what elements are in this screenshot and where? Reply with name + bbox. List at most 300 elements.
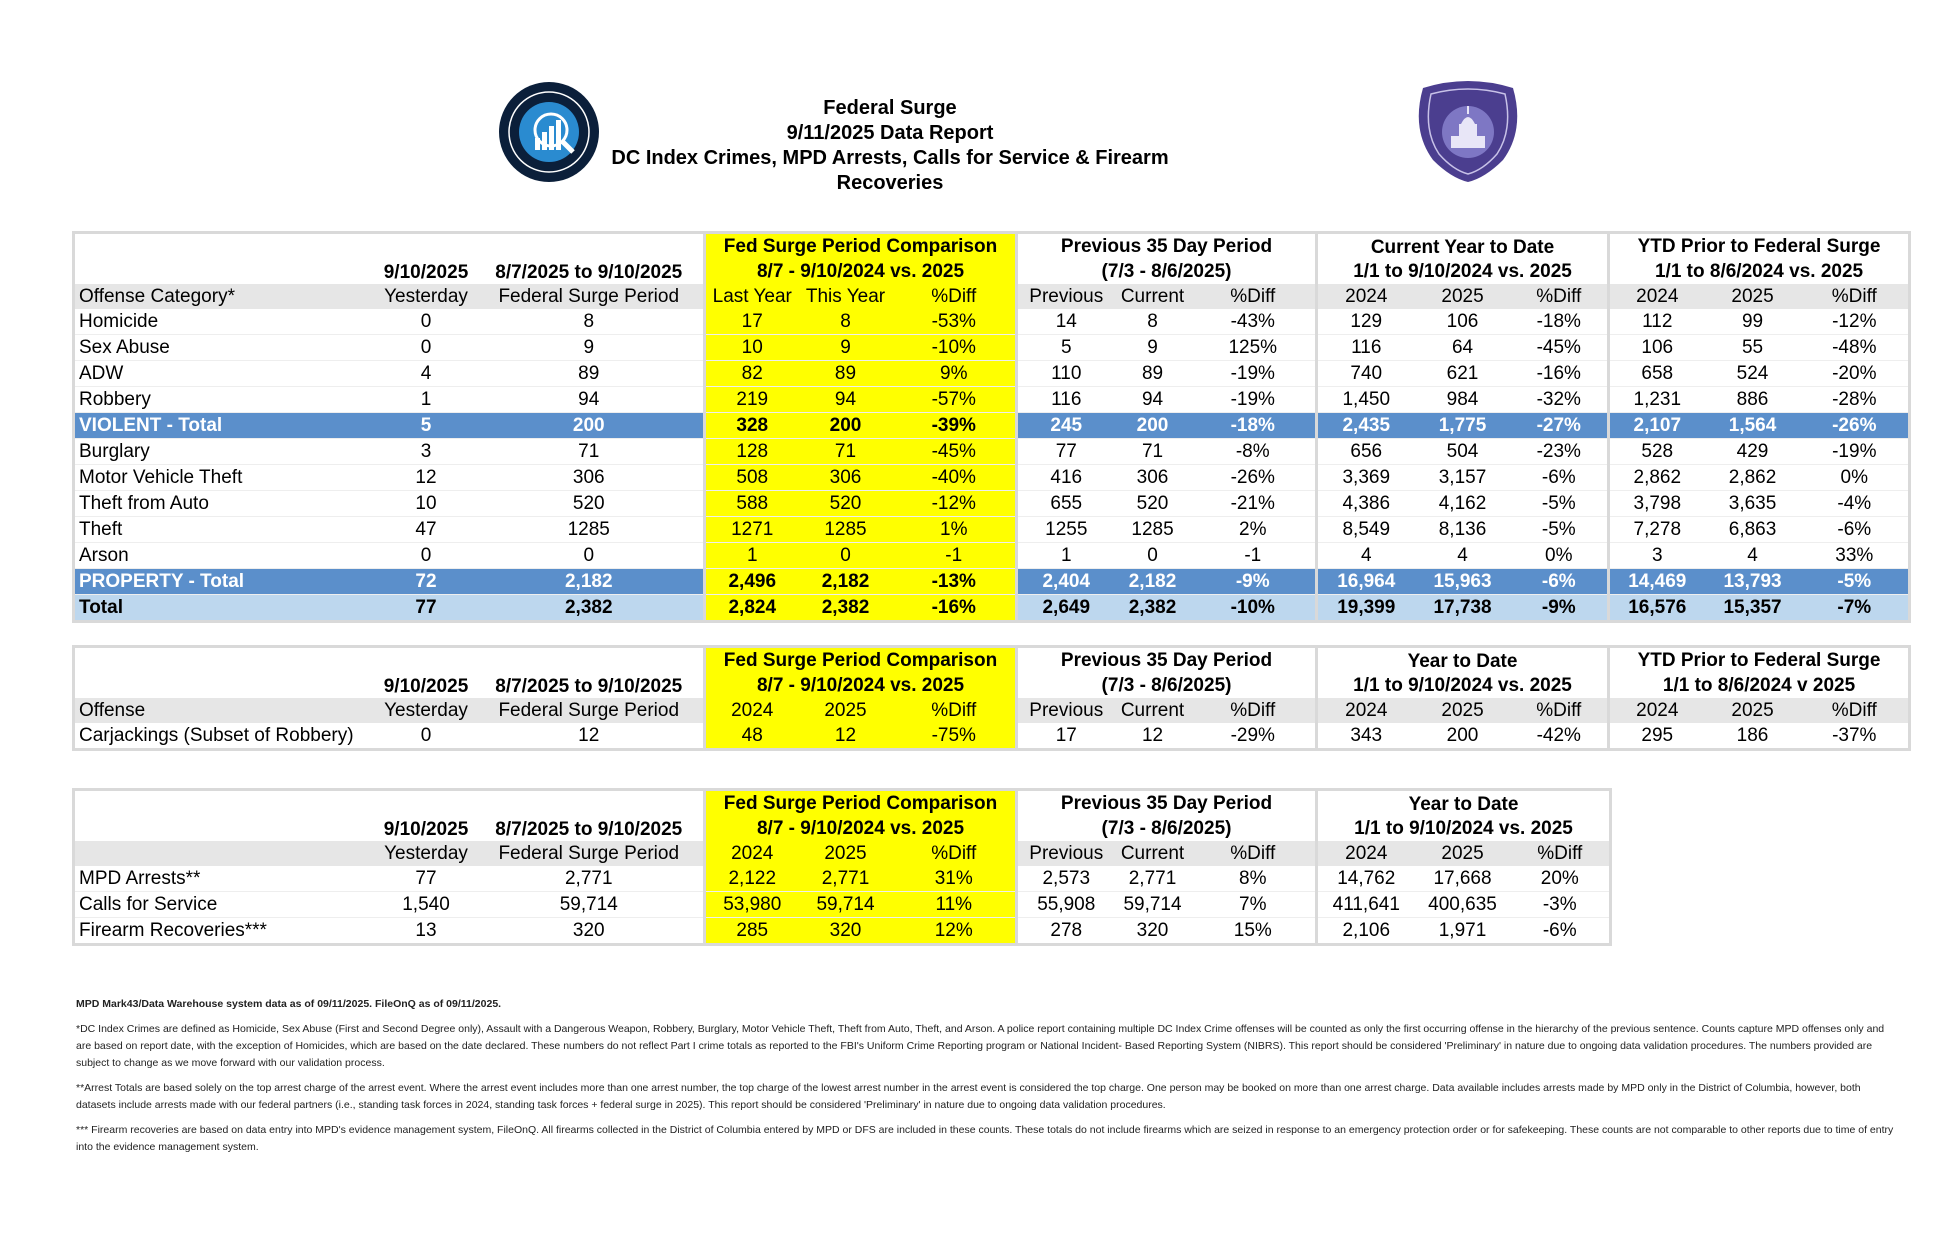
table-cell: 1255: [1017, 517, 1115, 543]
title-line-2: 9/11/2025 Data Report: [786, 122, 994, 144]
column-header: 2025: [1415, 284, 1511, 309]
table-row: [74, 491, 1910, 517]
table-cell: -27%: [1511, 413, 1609, 439]
column-header: [74, 841, 378, 866]
column-header: %Diff: [893, 284, 1017, 309]
column-header: %Diff: [1801, 284, 1910, 309]
analytical-services-logo: [497, 80, 601, 184]
table-cell: 12: [1115, 723, 1191, 750]
table-cell: 59,714: [475, 892, 705, 918]
column-header: 2024: [705, 698, 799, 723]
table-cell: 320: [1115, 918, 1191, 945]
table-cell: 1,775: [1415, 413, 1511, 439]
table-cell: 9: [1115, 335, 1191, 361]
table-cell: 77: [378, 866, 475, 892]
surge-range-header: 8/7/2025 to 9/10/2025: [495, 819, 683, 840]
table-row: [74, 595, 1910, 622]
table-cell: 77: [1017, 439, 1115, 465]
table-cell: 2,771: [475, 866, 705, 892]
table-cell: -6%: [1511, 465, 1609, 491]
surge-range-header: 8/7/2025 to 9/10/2025: [495, 676, 683, 697]
table-cell: 82: [705, 361, 799, 387]
table-cell: 77: [378, 595, 475, 622]
table-row: [74, 361, 1910, 387]
table-cell: -26%: [1191, 465, 1317, 491]
table-cell: -21%: [1191, 491, 1317, 517]
table-cell: 2,182: [1115, 569, 1191, 595]
column-header: %Diff: [1191, 698, 1317, 723]
row-label: Theft: [74, 517, 378, 543]
column-header: 2025: [799, 841, 893, 866]
table-cell: 2,122: [705, 866, 799, 892]
table-cell: 4: [1415, 543, 1511, 569]
ytd-header-line2: 1/1 to 9/10/2024 vs. 2025: [1317, 673, 1609, 698]
table-cell: 504: [1415, 439, 1511, 465]
table-cell: 0%: [1801, 465, 1910, 491]
column-header: %Diff: [1191, 841, 1317, 866]
table-cell: 200: [475, 413, 705, 439]
table-cell: 1: [705, 543, 799, 569]
table-cell: 328: [705, 413, 799, 439]
table-cell: -43%: [1191, 309, 1317, 335]
table-cell: -8%: [1191, 439, 1317, 465]
table-cell: 1: [1017, 543, 1115, 569]
row-label: Theft from Auto: [74, 491, 378, 517]
table-cell: -40%: [893, 465, 1017, 491]
table-cell: 11%: [893, 892, 1017, 918]
table-cell: 12%: [893, 918, 1017, 945]
table-cell: 2,382: [799, 595, 893, 622]
table-cell: 17,738: [1415, 595, 1511, 622]
table-cell: 3,635: [1705, 491, 1801, 517]
table-cell: 400,635: [1415, 892, 1511, 918]
fed-surge-header-line1: Fed Surge Period Comparison: [705, 233, 1017, 260]
table-cell: 8,549: [1317, 517, 1415, 543]
table-cell: 285: [705, 918, 799, 945]
table-cell: 2,649: [1017, 595, 1115, 622]
column-header: 2025: [799, 698, 893, 723]
ytd-prior-header-line1: YTD Prior to Federal Surge: [1609, 233, 1910, 260]
table-cell: 5: [1017, 335, 1115, 361]
table-cell: 343: [1317, 723, 1415, 750]
table-cell: 128: [705, 439, 799, 465]
table-cell: -39%: [893, 413, 1017, 439]
table-cell: 6,863: [1705, 517, 1801, 543]
table-cell: 94: [799, 387, 893, 413]
table-cell: 14,469: [1609, 569, 1705, 595]
ytd-header-line1: Year to Date: [1317, 647, 1609, 674]
table-cell: 71: [1115, 439, 1191, 465]
table-cell: 4: [1317, 543, 1415, 569]
table-cell: 1,450: [1317, 387, 1415, 413]
carjackings-table: [72, 645, 1911, 751]
table-cell: 658: [1609, 361, 1705, 387]
table-cell: 3,369: [1317, 465, 1415, 491]
table-cell: 17: [705, 309, 799, 335]
table-cell: -16%: [1511, 361, 1609, 387]
group-header-row-2: [74, 259, 1910, 284]
table-cell: 94: [475, 387, 705, 413]
table-cell: 4: [1705, 543, 1801, 569]
table-cell: 2,771: [799, 866, 893, 892]
table-cell: 4,162: [1415, 491, 1511, 517]
table-cell: -5%: [1511, 517, 1609, 543]
table-cell: 33%: [1801, 543, 1910, 569]
table-cell: 0: [378, 335, 475, 361]
table-cell: -18%: [1191, 413, 1317, 439]
arrests-calls-firearms-body: [74, 866, 1611, 945]
group-header-row-1: [74, 647, 1910, 674]
table-cell: 0: [799, 543, 893, 569]
row-label: MPD Arrests**: [74, 866, 378, 892]
column-header: Yesterday: [378, 841, 475, 866]
arrest-totals-footnote: **Arrest Totals are based solely on the top arrest charge of the arrest event. Where the arrest event includes more than one arrest number, the top charge of the lowest arrest number in the arrest event is considered the top charge. One person may be booked on more than one arrest charge. Data available includes arrests made by MPD only in the District of Columbia, however, both datasets include arrests made with our federal partners (i.e., standing task forces in 2024, standing task forces + federal surge in 2025). This report should be considered 'Preliminary' in nature due to ongoing data validation procedures.: [76, 1082, 1861, 1111]
table-cell: 295: [1609, 723, 1705, 750]
table-cell: 15%: [1191, 918, 1317, 945]
table-cell: 740: [1317, 361, 1415, 387]
table-cell: 5: [378, 413, 475, 439]
column-header-row: [74, 841, 1611, 866]
table-row: [74, 465, 1910, 491]
table-cell: 886: [1705, 387, 1801, 413]
table-cell: 588: [705, 491, 799, 517]
column-header: Yesterday: [378, 698, 475, 723]
table-cell: -12%: [1801, 309, 1910, 335]
table-cell: 2%: [1191, 517, 1317, 543]
table-row: [74, 517, 1910, 543]
ytd-header-line2: 1/1 to 9/10/2024 vs. 2025: [1317, 816, 1611, 841]
table-cell: 520: [799, 491, 893, 517]
table-cell: -12%: [893, 491, 1017, 517]
current-ytd-header-line1: Current Year to Date: [1317, 233, 1609, 260]
metropolitan-police-badge-logo: [1413, 80, 1523, 182]
table-cell: 528: [1609, 439, 1705, 465]
table-row: [74, 569, 1910, 595]
column-header: %Diff: [1511, 841, 1611, 866]
table-cell: 2,107: [1609, 413, 1705, 439]
table-cell: 13,793: [1705, 569, 1801, 595]
table-cell: 621: [1415, 361, 1511, 387]
table-cell: 1,971: [1415, 918, 1511, 945]
column-header: %Diff: [1511, 698, 1609, 723]
table-row: [74, 723, 1910, 750]
column-header: Offense: [74, 698, 378, 723]
table-cell: -37%: [1801, 723, 1910, 750]
surge-range-header: 8/7/2025 to 9/10/2025: [495, 262, 683, 283]
table-cell: -23%: [1511, 439, 1609, 465]
index-crimes-footnote: *DC Index Crimes are defined as Homicide, Sex Abuse (First and Second Degree only), Assault with a Dangerous Weapon, Robbery, Burglary, Motor Vehicle Theft, Theft from Auto, Theft, and Arson. A police report containing multiple DC Index Crime offenses will be counted as only the first occurring offense in the hierarchy of the previous sentence. Counts capture MPD offenses only and are based on report date, with the exception of Homicides, which are based on the date declared. These numbers do not reflect Part I crime totals as reported to the FBI's Uniform Crime Reporting program or National Incident- Based Reporting System (NIBRS). This report should be considered 'Preliminary' in nature due to ongoing data validation procedures. The numbers provided are subject to change as we move forward with our validation process.: [76, 1023, 1885, 1069]
table-cell: 219: [705, 387, 799, 413]
table-cell: 9: [799, 335, 893, 361]
column-header: 2024: [1317, 698, 1415, 723]
table-cell: 429: [1705, 439, 1801, 465]
table-cell: 14: [1017, 309, 1115, 335]
table-cell: 2,862: [1609, 465, 1705, 491]
table-cell: 9%: [893, 361, 1017, 387]
table-cell: 16,576: [1609, 595, 1705, 622]
row-label: Robbery: [74, 387, 378, 413]
table-cell: 14,762: [1317, 866, 1415, 892]
table-cell: 2,435: [1317, 413, 1415, 439]
table-cell: 200: [799, 413, 893, 439]
table-cell: 3,157: [1415, 465, 1511, 491]
row-label: Calls for Service: [74, 892, 378, 918]
table-cell: 0: [378, 309, 475, 335]
table-cell: 8: [475, 309, 705, 335]
column-header: 2024: [1317, 284, 1415, 309]
index-crimes-body: [74, 309, 1910, 622]
group-header-row-1: [74, 233, 1910, 260]
table-cell: 106: [1609, 335, 1705, 361]
table-cell: 19,399: [1317, 595, 1415, 622]
table-cell: -4%: [1801, 491, 1910, 517]
table-row: [74, 335, 1910, 361]
table-cell: -9%: [1511, 595, 1609, 622]
table-cell: 0%: [1511, 543, 1609, 569]
column-header: %Diff: [893, 841, 1017, 866]
table-cell: 3: [378, 439, 475, 465]
table-cell: 53,980: [705, 892, 799, 918]
column-header: Federal Surge Period: [475, 841, 705, 866]
column-header-row: [74, 284, 1910, 309]
table-row: [74, 309, 1910, 335]
table-cell: 8: [1115, 309, 1191, 335]
table-cell: 1285: [1115, 517, 1191, 543]
table-cell: -28%: [1801, 387, 1910, 413]
table-cell: 13: [378, 918, 475, 945]
previous-period-header-line1: Previous 35 Day Period: [1017, 647, 1317, 674]
table-cell: 12: [799, 723, 893, 750]
table-cell: 7%: [1191, 892, 1317, 918]
row-label: PROPERTY - Total: [74, 569, 378, 595]
table-cell: -19%: [1191, 387, 1317, 413]
group-header-row-2: [74, 673, 1910, 698]
table-cell: 200: [1415, 723, 1511, 750]
table-cell: -75%: [893, 723, 1017, 750]
table-cell: -13%: [893, 569, 1017, 595]
firearm-recoveries-footnote: *** Firearm recoveries are based on data entry into MPD's evidence management system, FileOnQ. All firearms collected in the District of Columbia entered by MPD or DFS are included in these counts. These totals do not include firearms which are seized in response to an emergency protection order or for safekeeping. These counts are not comparable to other reports due to time of entry into the evidence management system.: [76, 1124, 1894, 1153]
table-cell: 3,798: [1609, 491, 1705, 517]
fed-surge-header-line2: 8/7 - 9/10/2024 vs. 2025: [705, 259, 1017, 284]
column-header: Current: [1115, 698, 1191, 723]
table-cell: 106: [1415, 309, 1511, 335]
column-header: 2025: [1705, 698, 1801, 723]
table-cell: 2,862: [1705, 465, 1801, 491]
row-label: Arson: [74, 543, 378, 569]
row-label: Sex Abuse: [74, 335, 378, 361]
table-cell: 2,182: [799, 569, 893, 595]
column-header: 2024: [1609, 698, 1705, 723]
table-cell: 3: [1609, 543, 1705, 569]
table-cell: 1,540: [378, 892, 475, 918]
table-cell: -26%: [1801, 413, 1910, 439]
table-cell: -3%: [1511, 892, 1611, 918]
table-cell: 4: [378, 361, 475, 387]
row-label: VIOLENT - Total: [74, 413, 378, 439]
table-row: [74, 892, 1611, 918]
ytd-header-line1: Year to Date: [1317, 790, 1611, 817]
row-label: Carjackings (Subset of Robbery): [74, 723, 378, 750]
table-cell: -10%: [1191, 595, 1317, 622]
column-header-row: [74, 698, 1910, 723]
table-cell: 2,573: [1017, 866, 1115, 892]
table-cell: 48: [705, 723, 799, 750]
table-cell: 125%: [1191, 335, 1317, 361]
table-cell: -42%: [1511, 723, 1609, 750]
ytd-prior-header-line2: 1/1 to 8/6/2024 v 2025: [1609, 673, 1910, 698]
table-cell: 2,824: [705, 595, 799, 622]
carjackings-body: [74, 723, 1910, 750]
table-cell: 508: [705, 465, 799, 491]
column-header: Yesterday: [378, 284, 475, 309]
group-header-row-1: [74, 790, 1611, 817]
table-cell: -32%: [1511, 387, 1609, 413]
table-cell: -5%: [1511, 491, 1609, 517]
table-cell: 306: [1115, 465, 1191, 491]
table-cell: -19%: [1191, 361, 1317, 387]
table-cell: 129: [1317, 309, 1415, 335]
column-header: %Diff: [1801, 698, 1910, 723]
table-cell: 17,668: [1415, 866, 1511, 892]
table-cell: 1285: [475, 517, 705, 543]
footnotes: [76, 996, 1896, 1164]
yesterday-date-header: 9/10/2025: [383, 262, 469, 283]
table-cell: 1,564: [1705, 413, 1801, 439]
table-cell: 15,357: [1705, 595, 1801, 622]
row-label: ADW: [74, 361, 378, 387]
table-cell: -10%: [893, 335, 1017, 361]
table-cell: 8%: [1191, 866, 1317, 892]
arrests-calls-firearms-table: [72, 788, 1612, 946]
table-cell: -6%: [1801, 517, 1910, 543]
table-cell: -19%: [1801, 439, 1910, 465]
column-header: Federal Surge Period: [475, 284, 705, 309]
column-header: Current: [1115, 841, 1191, 866]
table-cell: 12: [475, 723, 705, 750]
column-header: 2025: [1415, 698, 1511, 723]
title-line-1: Federal Surge: [823, 97, 957, 119]
table-cell: 72: [378, 569, 475, 595]
table-cell: 10: [705, 335, 799, 361]
column-header: %Diff: [1511, 284, 1609, 309]
table-cell: 2,382: [475, 595, 705, 622]
column-header: Last Year: [705, 284, 799, 309]
table-cell: 20%: [1511, 866, 1611, 892]
table-cell: 15,963: [1415, 569, 1511, 595]
current-ytd-header-line2: 1/1 to 9/10/2024 vs. 2025: [1317, 259, 1609, 284]
table-cell: 7,278: [1609, 517, 1705, 543]
table-cell: 47: [378, 517, 475, 543]
row-label: Burglary: [74, 439, 378, 465]
column-header: 2024: [1609, 284, 1705, 309]
report-title: [600, 96, 1180, 196]
column-header: 2024: [705, 841, 799, 866]
table-cell: 306: [475, 465, 705, 491]
table-cell: -53%: [893, 309, 1017, 335]
row-label: Total: [74, 595, 378, 622]
table-cell: -57%: [893, 387, 1017, 413]
table-cell: 31%: [893, 866, 1017, 892]
table-cell: 2,106: [1317, 918, 1415, 945]
column-header: Current: [1115, 284, 1191, 309]
column-header: 2025: [1705, 284, 1801, 309]
table-cell: 0: [1115, 543, 1191, 569]
row-label: Motor Vehicle Theft: [74, 465, 378, 491]
row-label: Firearm Recoveries***: [74, 918, 378, 945]
table-cell: 112: [1609, 309, 1705, 335]
column-header: This Year: [799, 284, 893, 309]
table-cell: 71: [475, 439, 705, 465]
table-cell: 1285: [799, 517, 893, 543]
table-cell: 0: [475, 543, 705, 569]
ytd-prior-header-line1: YTD Prior to Federal Surge: [1609, 647, 1910, 674]
table-cell: 2,496: [705, 569, 799, 595]
table-cell: 4,386: [1317, 491, 1415, 517]
ytd-prior-header-line2: 1/1 to 8/6/2024 vs. 2025: [1609, 259, 1910, 284]
table-cell: 110: [1017, 361, 1115, 387]
table-cell: 59,714: [799, 892, 893, 918]
table-cell: -45%: [1511, 335, 1609, 361]
data-source-note: MPD Mark43/Data Warehouse system data as of 09/11/2025. FileOnQ as of 09/11/2025.: [76, 998, 502, 1010]
table-cell: 89: [1115, 361, 1191, 387]
table-row: [74, 543, 1910, 569]
table-cell: -48%: [1801, 335, 1910, 361]
table-cell: 8,136: [1415, 517, 1511, 543]
table-cell: 89: [475, 361, 705, 387]
column-header: %Diff: [893, 698, 1017, 723]
table-cell: -7%: [1801, 595, 1910, 622]
report-header: [0, 80, 1948, 194]
fed-surge-header-line1: Fed Surge Period Comparison: [705, 647, 1017, 674]
table-cell: 411,641: [1317, 892, 1415, 918]
table-cell: -1: [893, 543, 1017, 569]
table-cell: 59,714: [1115, 892, 1191, 918]
yesterday-date-header: 9/10/2025: [383, 819, 469, 840]
column-header: 2025: [1415, 841, 1511, 866]
table-row: [74, 387, 1910, 413]
previous-period-header-line1: Previous 35 Day Period: [1017, 790, 1317, 817]
table-cell: 1%: [893, 517, 1017, 543]
table-cell: 520: [475, 491, 705, 517]
table-cell: 2,182: [475, 569, 705, 595]
column-header: Previous: [1017, 698, 1115, 723]
yesterday-date-header: 9/10/2025: [383, 676, 469, 697]
table-cell: 320: [799, 918, 893, 945]
table-cell: -45%: [893, 439, 1017, 465]
table-cell: 186: [1705, 723, 1801, 750]
table-cell: 8: [799, 309, 893, 335]
fed-surge-header-line2: 8/7 - 9/10/2024 vs. 2025: [705, 816, 1017, 841]
table-cell: 200: [1115, 413, 1191, 439]
table-cell: 1: [378, 387, 475, 413]
column-header: Previous: [1017, 284, 1115, 309]
title-line-3: DC Index Crimes, MPD Arrests, Calls for Service & Firearm Recoveries: [611, 147, 1169, 194]
previous-period-header-line2: (7/3 - 8/6/2025): [1017, 259, 1317, 284]
table-cell: -5%: [1801, 569, 1910, 595]
table-cell: 64: [1415, 335, 1511, 361]
table-cell: 2,382: [1115, 595, 1191, 622]
table-cell: 984: [1415, 387, 1511, 413]
table-cell: -16%: [893, 595, 1017, 622]
table-cell: -6%: [1511, 918, 1611, 945]
table-cell: -1: [1191, 543, 1317, 569]
table-cell: 12: [378, 465, 475, 491]
table-cell: 655: [1017, 491, 1115, 517]
table-cell: 2,404: [1017, 569, 1115, 595]
table-cell: -20%: [1801, 361, 1910, 387]
table-cell: 2,771: [1115, 866, 1191, 892]
table-cell: 55,908: [1017, 892, 1115, 918]
